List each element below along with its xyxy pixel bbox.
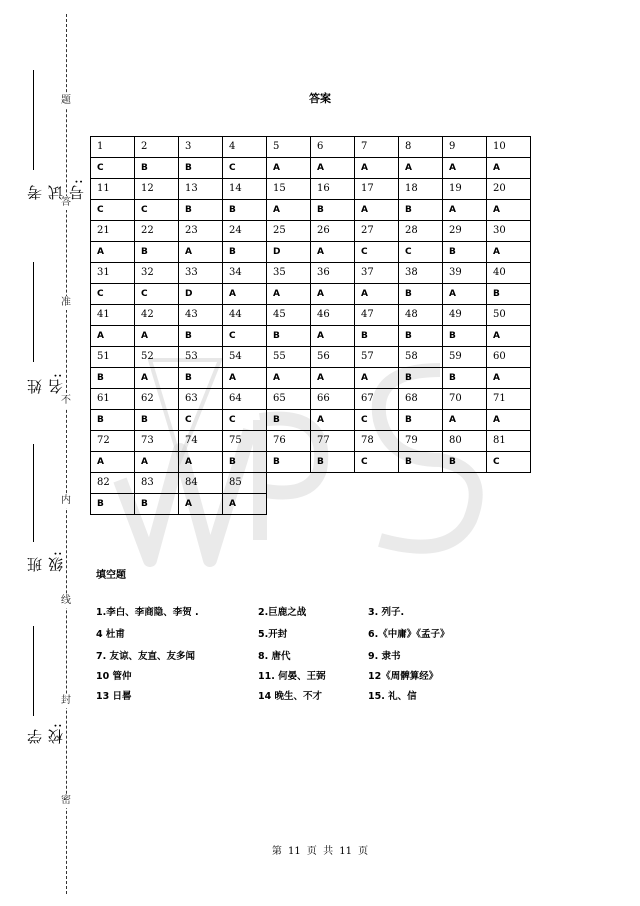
number-cell: 44 [223,305,267,326]
answer-cell: A [267,368,311,389]
number-row [91,347,531,368]
school-line [33,626,34,716]
number-cell: 65 [267,389,311,410]
binding-char: 线 [61,595,71,606]
binding-char: 内 [61,495,71,506]
number-cell: 53 [179,347,223,368]
answer-cell: B [443,368,487,389]
answer-cell: C [135,200,179,221]
answer-cell: A [355,200,399,221]
number-row [91,221,531,242]
answer-cell: B [179,158,223,179]
number-cell: 62 [135,389,179,410]
number-cell: 51 [91,347,135,368]
number-cell: 11 [91,179,135,200]
answer-table [90,136,531,515]
answer-cell: C [355,410,399,431]
number-cell: 70 [443,389,487,410]
answer-cell: A [267,200,311,221]
answer-cell: A [487,326,531,347]
answer-cell: A [355,368,399,389]
number-cell: 50 [487,305,531,326]
answer-cell: B [223,200,267,221]
number-cell: 85 [223,473,267,494]
number-cell: 47 [355,305,399,326]
answer-row [91,452,531,473]
answer-cell: A [487,410,531,431]
number-cell: 1 [91,137,135,158]
number-cell: 79 [399,431,443,452]
number-cell: 3 [179,137,223,158]
number-cell: 24 [223,221,267,242]
answer-cell: A [91,242,135,263]
answer-cell: D [267,242,311,263]
answer-cell: A [443,410,487,431]
number-cell: 20 [487,179,531,200]
fill-answer: 14 晚生、不才 [258,691,323,702]
number-cell: 64 [223,389,267,410]
school-label: 学校: [26,722,65,745]
number-cell: 67 [355,389,399,410]
answer-cell: C [399,242,443,263]
number-cell: 81 [487,431,531,452]
answer-cell: A [223,368,267,389]
number-cell: 29 [443,221,487,242]
number-row [91,431,531,452]
answer-cell: B [223,452,267,473]
answer-cell: C [91,158,135,179]
number-cell: 58 [399,347,443,368]
number-cell: 14 [223,179,267,200]
answer-cell: A [487,200,531,221]
number-cell: 41 [91,305,135,326]
number-row [91,179,531,200]
answer-cell: A [223,494,267,515]
fill-blank-title: 填空题 [96,570,126,581]
number-cell: 78 [355,431,399,452]
answer-cell: A [311,158,355,179]
answer-cell: A [91,452,135,473]
number-cell: 43 [179,305,223,326]
binding-char: 不 [61,395,71,406]
answer-cell: B [223,242,267,263]
number-cell: 33 [179,263,223,284]
answer-cell: B [399,452,443,473]
answer-cell: B [267,452,311,473]
number-cell: 36 [311,263,355,284]
number-cell: 22 [135,221,179,242]
number-cell: 72 [91,431,135,452]
number-cell: 77 [311,431,355,452]
number-row [91,137,531,158]
answer-row [91,284,531,305]
answer-cell: B [311,200,355,221]
answer-cell: C [135,284,179,305]
exam-number-label: 考试号: [26,178,86,201]
number-cell: 83 [135,473,179,494]
number-cell: 16 [311,179,355,200]
answer-cell: B [399,284,443,305]
number-cell: 40 [487,263,531,284]
answer-cell: A [223,284,267,305]
answer-row [91,494,531,515]
number-cell: 80 [443,431,487,452]
number-cell: 23 [179,221,223,242]
number-cell: 13 [179,179,223,200]
number-cell: 28 [399,221,443,242]
number-cell: 46 [311,305,355,326]
answer-cell: A [355,158,399,179]
number-cell: 39 [443,263,487,284]
answer-cell: B [399,410,443,431]
answer-cell: A [443,158,487,179]
number-cell: 45 [267,305,311,326]
number-cell: 66 [311,389,355,410]
class-label: 班级: [26,550,65,573]
fill-answer: 9. 隶书 [368,651,401,662]
number-cell: 84 [179,473,223,494]
fill-answer: 5.开封 [258,629,288,640]
number-cell: 7 [355,137,399,158]
number-cell: 6 [311,137,355,158]
answer-cell: A [399,158,443,179]
answer-cell: C [223,158,267,179]
number-cell: 25 [267,221,311,242]
answer-cell: B [91,494,135,515]
fill-answer: 11. 何晏、王弼 [258,671,326,682]
binding-char: 答 [61,197,71,208]
number-cell: 5 [267,137,311,158]
class-line [33,444,34,542]
answer-row [91,242,531,263]
answer-cell: A [355,284,399,305]
name-line [33,262,34,362]
answer-cell: A [487,158,531,179]
fill-answer: 1.李白、李商隐、李贺 . [96,607,199,618]
answer-cell: B [267,410,311,431]
number-cell: 60 [487,347,531,368]
number-cell: 57 [355,347,399,368]
number-cell: 49 [443,305,487,326]
answer-cell: A [135,326,179,347]
answer-cell: A [311,284,355,305]
answer-cell: A [179,494,223,515]
name-label: 姓名: [26,372,65,395]
number-cell: 71 [487,389,531,410]
number-cell: 21 [91,221,135,242]
answer-cell: C [223,326,267,347]
answer-row [91,158,531,179]
number-row [91,305,531,326]
answer-row [91,410,531,431]
answer-cell: C [223,410,267,431]
answer-cell: A [179,452,223,473]
answer-cell: B [135,410,179,431]
fill-answer: 6.《中庸》《孟子》 [368,629,450,640]
binding-char: 准 [61,297,71,308]
answer-cell: B [179,326,223,347]
empty-cell [267,473,531,494]
answer-cell: B [267,326,311,347]
number-row [91,263,531,284]
answer-cell: B [487,284,531,305]
answer-cell: B [135,158,179,179]
answer-cell: B [135,494,179,515]
answer-cell: C [355,452,399,473]
answer-cell: B [135,242,179,263]
number-cell: 74 [179,431,223,452]
number-cell: 76 [267,431,311,452]
answer-cell: B [355,326,399,347]
answer-row [91,326,531,347]
fill-answer: 12《周髀算经》 [368,671,439,682]
answer-cell: A [443,200,487,221]
page-title: 答案 [309,92,331,105]
answer-cell: B [179,200,223,221]
answer-cell: A [267,284,311,305]
answer-cell: A [311,326,355,347]
number-cell: 15 [267,179,311,200]
answer-cell: B [179,368,223,389]
number-cell: 56 [311,347,355,368]
binding-char: 封 [61,695,71,706]
number-cell: 32 [135,263,179,284]
number-cell: 48 [399,305,443,326]
answer-cell: C [179,410,223,431]
binding-char: 题 [61,95,71,106]
number-row [91,473,531,494]
number-cell: 54 [223,347,267,368]
answer-cell: A [443,284,487,305]
answer-cell: C [355,242,399,263]
number-cell: 9 [443,137,487,158]
number-cell: 73 [135,431,179,452]
page-footer: 第 11 页 共 11 页 [271,846,369,857]
answer-row [91,200,531,221]
number-cell: 19 [443,179,487,200]
answer-cell: C [91,200,135,221]
answer-cell: A [135,452,179,473]
answer-cell: B [399,200,443,221]
number-cell: 34 [223,263,267,284]
answer-row [91,368,531,389]
fill-answer: 2.巨鹿之战 [258,607,307,618]
answer-cell: C [91,284,135,305]
answer-cell: A [91,326,135,347]
number-row [91,389,531,410]
number-cell: 82 [91,473,135,494]
answer-cell: B [443,452,487,473]
exam-number-line [33,70,34,170]
fill-answer: 7. 友谅、友直、友多闻 [96,651,196,662]
fill-answer: 3. 列子. [368,607,405,618]
number-cell: 31 [91,263,135,284]
number-cell: 26 [311,221,355,242]
answer-cell: A [311,368,355,389]
binding-char: 密 [61,795,71,806]
number-cell: 4 [223,137,267,158]
answer-cell: A [179,242,223,263]
answer-cell: B [443,242,487,263]
answer-cell: B [399,326,443,347]
number-cell: 17 [355,179,399,200]
number-cell: 2 [135,137,179,158]
number-cell: 63 [179,389,223,410]
fill-answer: 10 管仲 [96,671,132,682]
number-cell: 10 [487,137,531,158]
number-cell: 8 [399,137,443,158]
answer-cell: B [311,452,355,473]
number-cell: 59 [443,347,487,368]
number-cell: 42 [135,305,179,326]
answer-cell: A [135,368,179,389]
number-cell: 12 [135,179,179,200]
number-cell: 27 [355,221,399,242]
answer-cell: B [399,368,443,389]
number-cell: 68 [399,389,443,410]
answer-cell: A [487,242,531,263]
binding-margin [0,0,90,906]
number-cell: 61 [91,389,135,410]
number-cell: 37 [355,263,399,284]
number-cell: 55 [267,347,311,368]
fill-answer: 15. 礼、信 [368,691,417,702]
number-cell: 35 [267,263,311,284]
answer-cell: A [487,368,531,389]
number-cell: 30 [487,221,531,242]
fill-answer: 8. 唐代 [258,651,291,662]
fill-answer: 4 杜甫 [96,629,125,640]
answer-cell: A [311,410,355,431]
answer-cell: A [311,242,355,263]
number-cell: 52 [135,347,179,368]
fill-answer: 13 日晷 [96,691,132,702]
answer-cell: B [91,368,135,389]
answer-cell: C [487,452,531,473]
answer-cell: A [267,158,311,179]
empty-cell [267,494,531,515]
number-cell: 18 [399,179,443,200]
answer-cell: D [179,284,223,305]
number-cell: 38 [399,263,443,284]
answer-cell: B [91,410,135,431]
answer-cell: B [443,326,487,347]
number-cell: 75 [223,431,267,452]
binding-dashed-line [66,14,67,894]
